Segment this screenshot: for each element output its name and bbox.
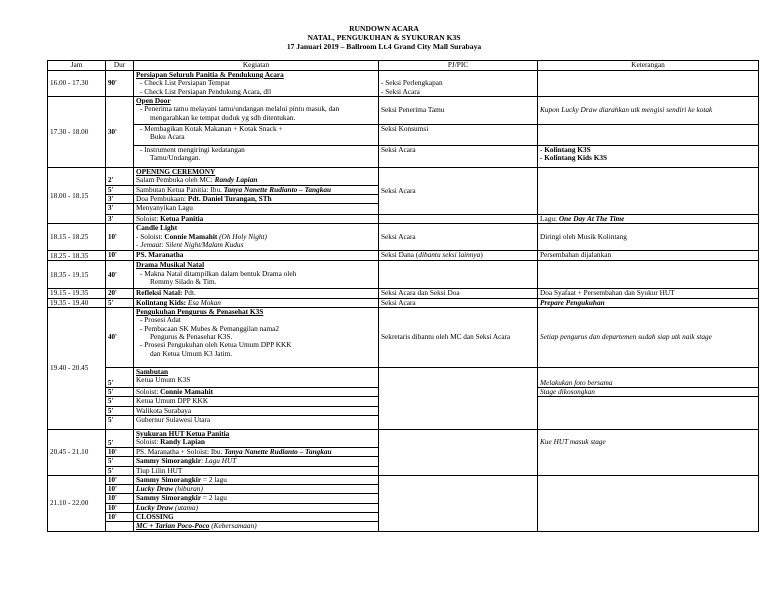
- col-jam: Jam: [48, 61, 106, 71]
- activity-text: Salam Pembuka oleh MC:: [136, 175, 215, 185]
- activity-cell: [134, 308, 379, 368]
- activity-line: - Check List Persiapan Pendukung Acara, dll: [140, 86, 272, 96]
- activity-line: - Makna Natal ditampilkan dalam bentuk Drama oleh: [140, 268, 297, 278]
- activity-text: Soloist:: [136, 214, 161, 224]
- activity-title: Drama Musikal Natal: [136, 260, 205, 270]
- pic-cell: Seksi Acara: [379, 224, 538, 251]
- duration-cell: 5': [106, 457, 134, 466]
- duration-cell: 5': [106, 298, 134, 307]
- note-cell: Doa Syafaat + Persembahan dan Syukur HUT: [538, 289, 759, 298]
- activity-line: mengarahkan ke tempat duduk yg sdh ditentukan.: [150, 112, 296, 122]
- table-row: [48, 475, 759, 484]
- duration-cell: 10': [106, 494, 134, 503]
- pic-cell: Seksi Acara: [379, 298, 538, 307]
- note-cell: Persembahan dijalankan: [538, 251, 759, 261]
- activity-title: Open Door: [136, 96, 171, 105]
- table-row: [48, 224, 759, 251]
- person-name: Sammy Simorangkir: [136, 456, 202, 466]
- table-row: [48, 289, 759, 298]
- table-row: [48, 97, 759, 125]
- pic-cell: [379, 368, 538, 430]
- activity-cell: [134, 125, 379, 146]
- col-ket: Keterangan: [538, 61, 759, 71]
- duration-cell: 5': [106, 388, 134, 397]
- table-row: [48, 298, 759, 307]
- time-cell: 18.15 - 18.25: [48, 224, 106, 251]
- activity-line: - Prosesi Pengukuhan oleh Ketua Umum DPP KKK: [140, 340, 292, 350]
- activity-cell: [134, 522, 379, 531]
- activity-cell: [134, 475, 379, 484]
- time-cell: 18.25 - 18.35: [48, 251, 106, 261]
- table-row: [48, 215, 759, 224]
- duration-cell: 10': [106, 447, 134, 456]
- pic-line: - Seksi Perlengkapan: [381, 78, 443, 88]
- activity-cell: [134, 429, 379, 447]
- person-name: Pdt.: [184, 288, 196, 298]
- note-cell: Melakukan foto bersama: [538, 368, 759, 388]
- time-cell: 20.45 - 21.10: [48, 429, 106, 475]
- person-name: Randy Lapian: [160, 437, 205, 447]
- person-name: Connie Mamahit: [164, 231, 218, 241]
- table-row: [48, 308, 759, 368]
- activity-text: Lucky Draw: [136, 484, 174, 494]
- pic-cell: Seksi Acara dan Seksi Doa: [379, 289, 538, 298]
- activity-cell: [134, 388, 379, 397]
- activity-cell: [134, 146, 379, 168]
- pic-cell: Seksi Konsumsi: [379, 125, 538, 146]
- pic-cell: [379, 429, 538, 475]
- note-line: - Kolintang K3S: [540, 145, 591, 154]
- activity-line: Pengurus & Penasehat K3S.: [150, 331, 233, 341]
- activity-title: Sambutan: [136, 367, 169, 377]
- col-pic: PJ/PIC: [379, 61, 538, 71]
- activity-note: (Kebersamaan): [209, 521, 257, 531]
- activity-cell: [134, 298, 379, 307]
- duration-cell: 20': [106, 289, 134, 298]
- pic-note: dibantu seksi lainnya: [418, 250, 481, 260]
- person-name: Esa Mokan: [187, 298, 221, 307]
- duration-cell: 3': [106, 215, 134, 224]
- activity-cell: [134, 194, 379, 203]
- activity-line: - Instrument mengiringi kedatangan: [140, 145, 245, 154]
- activity-line: - Pembacaan SK Mubes & Pemanggilan nama2: [140, 323, 280, 333]
- person-name: Ketua Panitia: [160, 214, 204, 224]
- activity-line: - Membagikan Kotak Makanan + Kotak Snack +: [140, 124, 283, 133]
- doc-subtitle: NATAL, PENGUKUHAN & SYUKURAN K3S: [307, 33, 461, 42]
- duration-cell: 5': [106, 466, 134, 475]
- person-name: Sammy Simorangkir: [136, 493, 202, 503]
- table-row: [48, 429, 759, 447]
- time-cell: 19.15 - 19.35: [48, 289, 106, 298]
- pic-cell: [379, 475, 538, 531]
- table-row: [48, 168, 759, 186]
- table-row: [48, 146, 759, 168]
- activity-title: OPENING CEREMONY: [136, 167, 216, 176]
- activity-cell: [134, 168, 379, 186]
- pic-text: ): [480, 250, 483, 260]
- activity-text: = 2 lagu: [201, 475, 227, 484]
- duration-cell: 3': [106, 204, 134, 215]
- activity-cell: [134, 368, 379, 388]
- note-text: Lagu:: [540, 214, 559, 224]
- activity-line: Remmy Silado & Tim.: [150, 277, 217, 287]
- activity-text: :: [201, 456, 205, 466]
- song-title: (Oh Holy Night): [217, 231, 267, 241]
- rundown-table: [47, 60, 759, 532]
- pic-cell: Seksi Acara: [379, 168, 538, 215]
- activity-cell: [134, 457, 379, 466]
- activity-line: Tamu/Undangan.: [150, 153, 201, 163]
- time-cell: 16.00 - 17.30: [48, 71, 106, 97]
- activity-cell: Gubernur Sulawesi Utara: [134, 415, 379, 429]
- pic-cell: [379, 71, 538, 97]
- activity-title: Candle Light: [136, 223, 178, 233]
- activity-text: Lucky Draw: [136, 503, 174, 512]
- activity-cell: [134, 289, 379, 298]
- activity-cell: Ketua Umum DPP KKK: [134, 397, 379, 406]
- activity-text: PS. Maranatha + Soloist: Ibu.: [136, 447, 225, 456]
- duration-cell: 10': [106, 251, 134, 261]
- table-row: [48, 125, 759, 146]
- table-row: [48, 251, 759, 261]
- activity-title: Pengukuhan Pengurus & Penasehat K3S: [136, 307, 264, 317]
- pic-cell: [379, 215, 538, 224]
- time-cell: 18.35 - 19.15: [48, 261, 106, 289]
- table-row: [48, 368, 759, 388]
- activity-cell: [134, 261, 379, 289]
- note-cell: Diringi oleh Musik Kolintang: [538, 224, 759, 251]
- person-name: Pdt. Daniel Turangan, STh: [187, 194, 272, 203]
- activity-line: dan Ketua Umum K3 Jatim.: [150, 348, 233, 358]
- duration-cell: 40': [106, 308, 134, 368]
- duration-cell: 30': [106, 97, 134, 168]
- activity-text: MC + Tarian Poco-Poco: [136, 521, 210, 531]
- doc-title: RUNDOWN ACARA: [349, 24, 419, 33]
- activity-text: Sambutan Ketua Panitia: Ibu.: [136, 185, 224, 194]
- duration-cell: 5': [106, 397, 134, 406]
- activity-line: Buku Acara: [150, 132, 185, 142]
- note-cell: [538, 261, 759, 289]
- duration-cell: 5': [106, 415, 134, 429]
- song-title: One Day At The Time: [558, 214, 625, 224]
- activity-cell: [134, 485, 379, 494]
- activity-cell: Walikota Surabaya: [134, 406, 379, 415]
- note-cell: Setiap pengurus dan departemen sudah siap utk naik stage: [538, 308, 759, 368]
- duration-cell: 10': [106, 475, 134, 484]
- song-title: Lagu HUT: [204, 456, 237, 466]
- col-kegiatan: Kegiatan: [134, 61, 379, 71]
- note-cell: [538, 429, 759, 475]
- duration-cell: 10': [106, 224, 134, 251]
- activity-text: = 2 lagu: [201, 493, 227, 503]
- duration-cell: 10': [106, 503, 134, 512]
- activity-note: (utama): [173, 503, 199, 512]
- activity-text: Doa Pembukaan:: [136, 194, 188, 203]
- time-cell: 18.00 - 18.15: [48, 168, 106, 224]
- pic-line: - Seksi Acara: [381, 86, 420, 96]
- time-cell: 17.30 - 18.00: [48, 97, 106, 168]
- pic-text: Seksi Dana (: [381, 250, 419, 260]
- activity-cell: [134, 71, 379, 97]
- activity-cell: [134, 97, 379, 125]
- note-cell: Prepare Pengukuhan: [538, 298, 759, 307]
- person-name: Tanya Nanette Rudianto – Tangkau: [224, 447, 332, 456]
- activity-line: - Prosesi Adat: [140, 315, 181, 325]
- activity-cell: Tiup Lilin HUT: [134, 466, 379, 475]
- activity-cell: [134, 494, 379, 503]
- activity-cell: Menyanyikan Lagu: [134, 204, 379, 215]
- note-cell: [538, 168, 759, 215]
- activity-cell: [134, 185, 379, 194]
- activity-cell: [134, 215, 379, 224]
- mc-name: Randy Lapian: [214, 175, 258, 185]
- note-cell: Kupon Lucky Draw diarahkan utk mengisi sendiri ke kotak: [538, 97, 759, 125]
- person-name: Sammy Simorangkir: [136, 475, 202, 484]
- note-cell: [538, 397, 759, 430]
- duration-cell: 40': [106, 261, 134, 289]
- time-cell: 19.35 - 19.40: [48, 298, 106, 307]
- activity-text: Kolintang Kids:: [136, 298, 188, 307]
- note-text: Kue HUT masuk stage: [540, 436, 606, 446]
- note-cell: Stage dikosongkan: [538, 388, 759, 397]
- note-cell: [538, 475, 759, 531]
- note-cell: [538, 146, 759, 168]
- duration-cell: 5': [106, 185, 134, 194]
- activity-cell: PS. Maranatha: [134, 251, 379, 261]
- activity-text: Refleksi Natal:: [136, 288, 185, 298]
- pic-cell: [379, 261, 538, 289]
- doc-event-line: 17 Januari 2019 – Ballroom Lt.4 Grand City Mall Surabaya: [286, 42, 482, 51]
- table-row: [48, 261, 759, 289]
- activity-cell: [134, 503, 379, 512]
- note-cell: [538, 125, 759, 146]
- time-cell: 21.10 - 22.00: [48, 475, 106, 531]
- table-row: [48, 71, 759, 97]
- activity-cell: [134, 224, 379, 251]
- duration-cell: 90': [106, 71, 134, 97]
- pic-cell: [379, 251, 538, 261]
- activity-line: - Check List Persiapan Tempat: [140, 78, 230, 88]
- duration-cell: 10': [106, 513, 134, 522]
- header-row: [48, 61, 759, 71]
- pic-cell: Seksi Acara: [379, 146, 538, 168]
- time-cell: 19.40 - 20.45: [48, 308, 106, 430]
- activity-note: (hiburan): [173, 484, 203, 494]
- note-line: - Kolintang Kids K3S: [540, 153, 608, 163]
- duration-cell: 3': [106, 194, 134, 203]
- activity-text: Soloist:: [136, 387, 161, 397]
- pic-cell: Sekretaris dibantu oleh MC dan Seksi Acara: [379, 308, 538, 368]
- activity-text: - Soloist:: [136, 231, 165, 241]
- col-dur: Dur: [106, 61, 134, 71]
- activity-text: Soloist:: [136, 437, 161, 447]
- duration-cell: [106, 522, 134, 531]
- activity-title: Syukuran HUT Ketua Panitia: [136, 429, 230, 438]
- activity-line: - Jemaat: Silent Night/Malam Kudus: [136, 240, 244, 250]
- duration-cell: 5': [106, 429, 134, 447]
- duration-cell: 10': [106, 485, 134, 494]
- duration-cell: 5': [106, 368, 134, 388]
- activity-cell: [134, 447, 379, 456]
- activity-title: Persiapan Seluruh Panitia & Pendukung Acara: [136, 70, 284, 79]
- note-cell: [538, 71, 759, 97]
- person-name: Tanya Nanette Rudianto – Tangkau: [223, 185, 332, 194]
- note-cell: [538, 215, 759, 224]
- person-name: Connie Mamahit: [160, 387, 214, 397]
- activity-line: - Penerima tamu melayani tamu/undangan melalui pintu masuk, dan: [140, 104, 340, 114]
- duration-cell: 2': [106, 168, 134, 186]
- pic-cell: Seksi Penerima Tamu: [379, 97, 538, 125]
- duration-cell: 5': [106, 406, 134, 415]
- activity-cell: CLOSSING: [134, 513, 379, 522]
- activity-line: Ketua Umum K3S: [136, 375, 191, 385]
